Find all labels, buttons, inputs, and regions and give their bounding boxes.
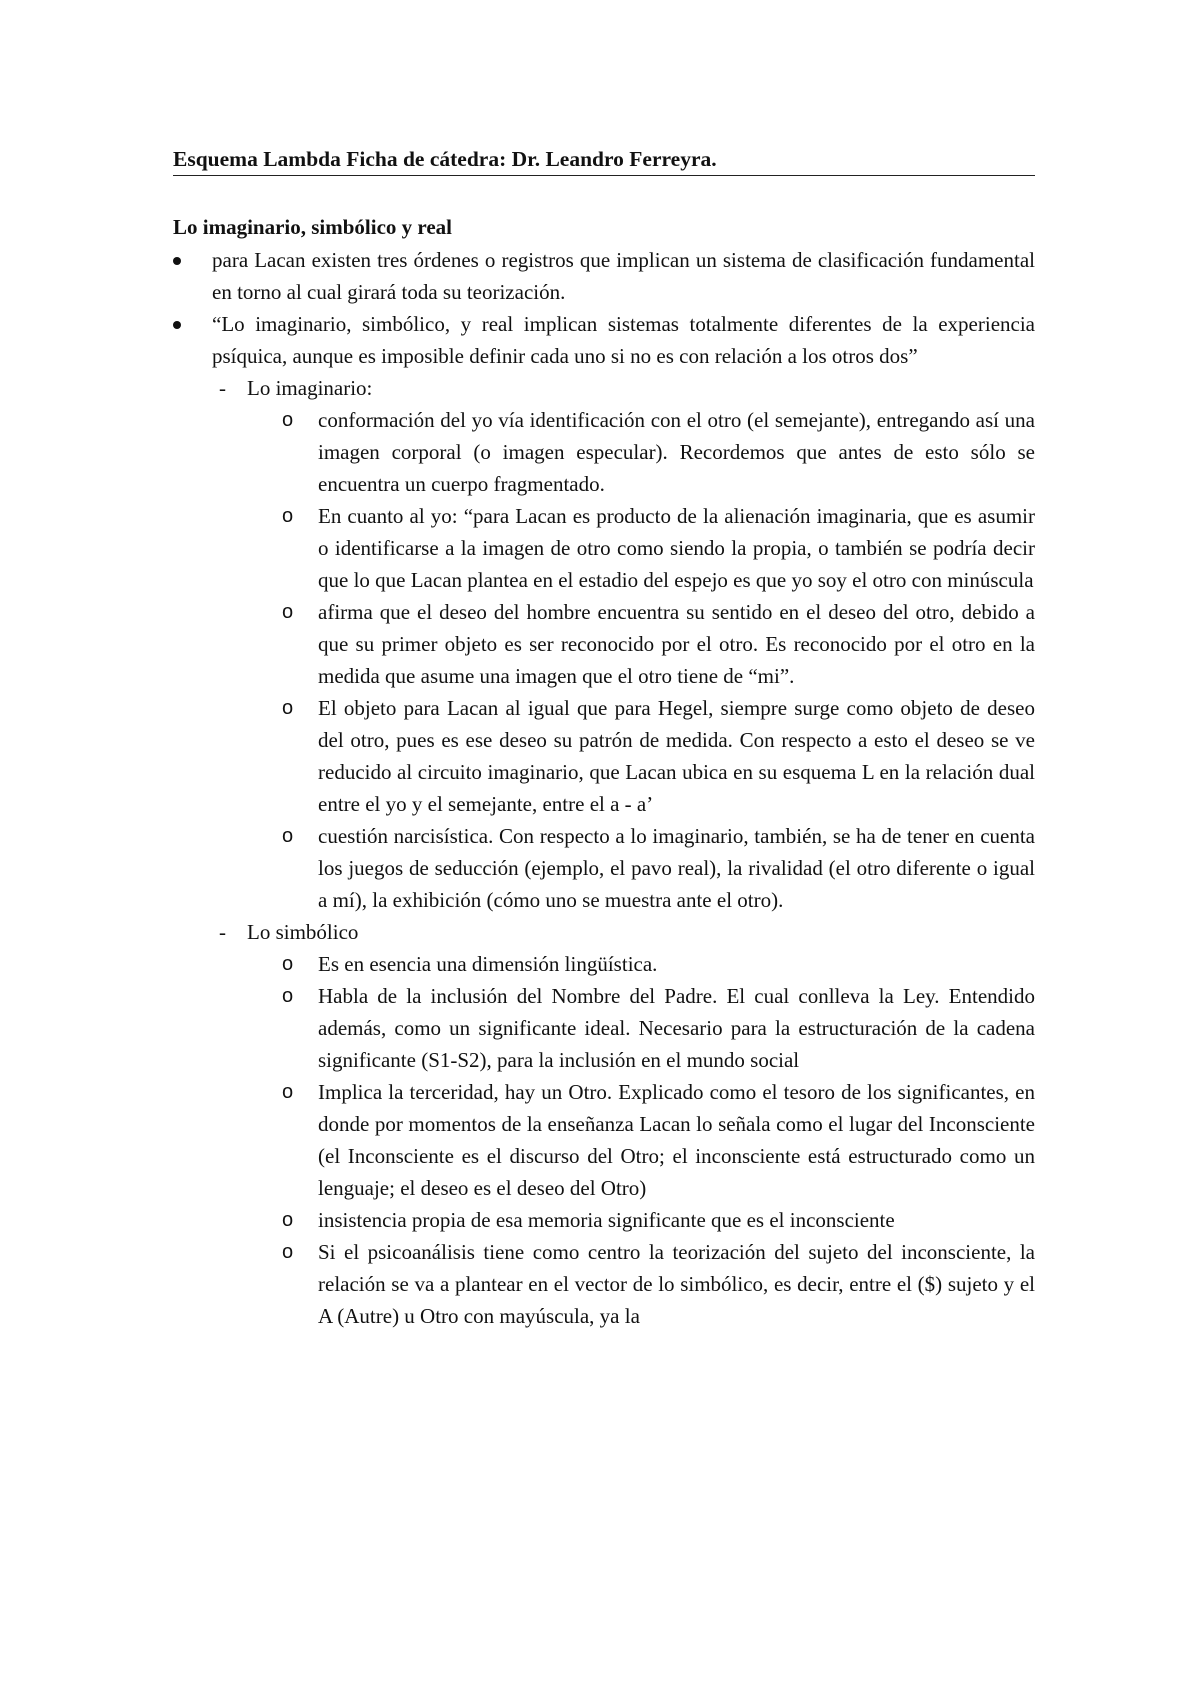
dash-item-title: Lo simbólico [247,920,359,944]
bullet-item [173,308,1035,1332]
dash-marker: - [219,920,226,944]
bullet-item [173,244,1035,308]
list-item [281,1236,1035,1332]
list-item [281,820,1035,916]
document-body [173,145,1035,1332]
document-header: Esquema Lambda Ficha de cátedra: Dr. Leandro Ferreyra. [173,145,1035,176]
circle-bullet-icon: o [282,409,294,431]
circle-bullet-icon: o [282,953,294,975]
bullet-text: para Lacan existen tres órdenes o registros que implican un sistema de clasificación fundamental en torno al cual girará toda su teorización. [212,248,1035,304]
dash-item-imaginario [210,372,1035,916]
list-item-text: En cuanto al yo: “para Lacan es producto de la alienación imaginaria, que es asumir o identificarse a la imagen de otro como siendo la propia, o también se podría decir que lo que Lacan plantea en el estadio del espejo es que yo soy el otro con minúscula [318,504,1035,592]
dash-item-simbolico [210,916,1035,1332]
circle-bullet-icon: o [282,985,294,1007]
dash-item-title: Lo imaginario: [247,376,373,400]
circle-bullet-icon: o [282,825,294,847]
list-item-text: insistencia propia de esa memoria significante que es el inconsciente [318,1208,895,1232]
list-item [281,404,1035,500]
list-item-text: Habla de la inclusión del Nombre del Padre. El cual conlleva la Ley. Entendido además, como un significante ideal. Necesario para la estructuración de la cadena significante (S1-S2), para la inclusión en el mundo social [318,984,1035,1072]
list-item [281,500,1035,596]
bullet-dot-icon [173,257,181,265]
list-item-text: cuestión narcisística. Con respecto a lo imaginario, también, se ha de tener en cuenta los juegos de seducción (ejemplo, el pavo real), la rivalidad (el otro diferente o igual a mí), la exhibición (cómo uno se muestra ante el otro). [318,824,1035,912]
circle-bullet-icon: o [282,697,294,719]
circle-bullet-icon: o [282,1081,294,1103]
list-item-text: Si el psicoanálisis tiene como centro la teorización del sujeto del inconsciente, la relación se va a plantear en el vector de lo simbólico, es decir, entre el ($) sujeto y el A (Autre) u Otro con mayúscula, ya la [318,1240,1035,1328]
list-item [281,1204,1035,1236]
list-item [281,948,1035,980]
list-item [281,1076,1035,1204]
sub-list-simbolico [281,948,1035,1332]
bullet-list [173,244,1035,1332]
list-item-text: Es en esencia una dimensión lingüística. [318,952,658,976]
sub-list-imaginario [281,404,1035,916]
list-item [281,980,1035,1076]
bullet-text: “Lo imaginario, simbólico, y real implican sistemas totalmente diferentes de la experiencia psíquica, aunque es imposible definir cada uno si no es con relación a los otros dos” [212,312,1035,368]
list-item [281,596,1035,692]
list-item-text: El objeto para Lacan al igual que para Hegel, siempre surge como objeto de deseo del otro, pues es ese deseo su patrón de medida. Con respecto a esto el deseo se ve reducido al circuito imaginario, que Lacan ubica en su esquema L en la relación dual entre el yo y el semejante, entre el a - a’ [318,696,1035,816]
circle-bullet-icon: o [282,1209,294,1231]
dash-list [210,372,1035,1332]
circle-bullet-icon: o [282,601,294,623]
list-item-text: conformación del yo vía identificación con el otro (el semejante), entregando así una imagen corporal (o imagen especular). Recordemos que antes de esto sólo se encuentra un cuerpo fragmentado. [318,408,1035,496]
circle-bullet-icon: o [282,505,294,527]
bullet-dot-icon [173,321,181,329]
list-item [281,692,1035,820]
circle-bullet-icon: o [282,1241,294,1263]
section-title: Lo imaginario, simbólico y real [173,215,453,239]
dash-marker: - [219,376,226,400]
list-item-text: afirma que el deseo del hombre encuentra su sentido en el deseo del otro, debido a que su primer objeto es ser reconocido por el otro. Es reconocido por el otro en la medida que asume una imagen que el otro tiene de “mi”. [318,600,1035,688]
list-item-text: Implica la terceridad, hay un Otro. Explicado como el tesoro de los significantes, en donde por momentos de la enseñanza Lacan lo señala como el lugar del Inconsciente (el Inconsciente es el discurso del Otro; el inconsciente está estructurado como un lenguaje; el deseo es el deseo del Otro) [318,1080,1035,1200]
